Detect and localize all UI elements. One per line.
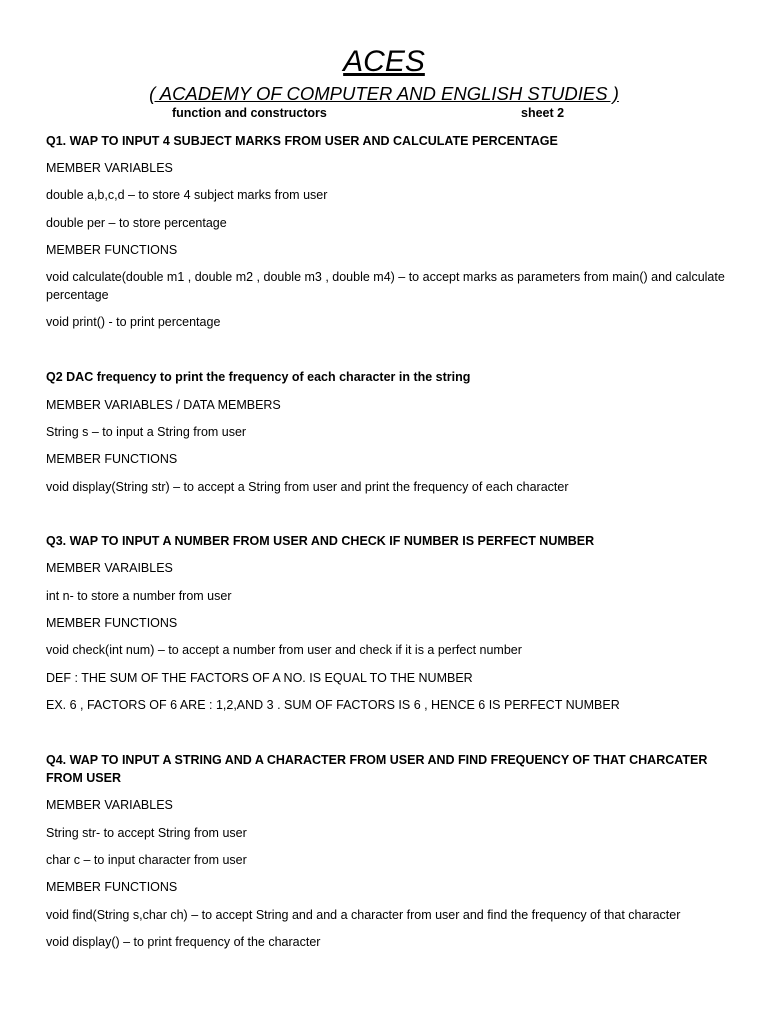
q1-line: double a,b,c,d – to store 4 subject marks from user (46, 188, 328, 202)
q1-line: double per – to store percentage (46, 216, 227, 230)
page-subtitle: ( ACADEMY OF COMPUTER AND ENGLISH STUDIES ) (149, 83, 619, 104)
q4-line: MEMBER FUNCTIONS (46, 880, 178, 894)
q2-line: MEMBER VARIABLES / DATA MEMBERS (46, 398, 281, 412)
q1-line: MEMBER VARIABLES (46, 161, 173, 175)
q3-line: DEF : THE SUM OF THE FACTORS OF A NO. IS EQUAL TO THE NUMBER (46, 671, 473, 685)
page-title: ACES (343, 45, 425, 78)
q1-line: void print() - to print percentage (46, 315, 221, 329)
q2-line: MEMBER FUNCTIONS (46, 452, 178, 466)
q2-line: void display(String str) – to accept a String from user and print the frequency of each character (46, 480, 569, 494)
q4-line: void display() – to print frequency of the character (46, 935, 321, 949)
q4-line: MEMBER VARIABLES (46, 798, 173, 812)
q3-line: int n- to store a number from user (46, 589, 232, 603)
q1-line: void calculate(double m1 , double m2 , double m3 , double m4) – to accept marks as parameters from main() and calculate percentage (46, 270, 725, 302)
q4-line: void find(String s,char ch) – to accept String and and a character from user and find the frequency of that character (46, 908, 681, 922)
q4-line: char c – to input character from user (46, 853, 247, 867)
q1-line: MEMBER FUNCTIONS (46, 243, 178, 257)
sheet-label: sheet 2 (521, 106, 565, 120)
q4-line: String str- to accept String from user (46, 826, 247, 840)
question-3: Q3. WAP TO INPUT A NUMBER FROM USER AND CHECK IF NUMBER IS PERFECT NUMBER (46, 534, 595, 548)
question-1: Q1. WAP TO INPUT 4 SUBJECT MARKS FROM USER AND CALCULATE PERCENTAGE (46, 134, 558, 148)
q3-line: EX. 6 , FACTORS OF 6 ARE : 1,2,AND 3 . SUM OF FACTORS IS 6 , HENCE 6 IS PERFECT NUMBER (46, 698, 620, 712)
q2-line: String s – to input a String from user (46, 425, 247, 439)
question-2: Q2 DAC frequency to print the frequency of each character in the string (46, 370, 471, 384)
q3-line: void check(int num) – to accept a number from user and check if it is a perfect number (46, 643, 522, 657)
q3-line: MEMBER FUNCTIONS (46, 616, 178, 630)
question-4: Q4. WAP TO INPUT A STRING AND A CHARACTER FROM USER AND FIND FREQUENCY OF THAT CHARCATER FROM USER (46, 753, 708, 785)
topic-label: function and constructors (172, 106, 327, 120)
q3-line: MEMBER VARAIBLES (46, 561, 173, 575)
